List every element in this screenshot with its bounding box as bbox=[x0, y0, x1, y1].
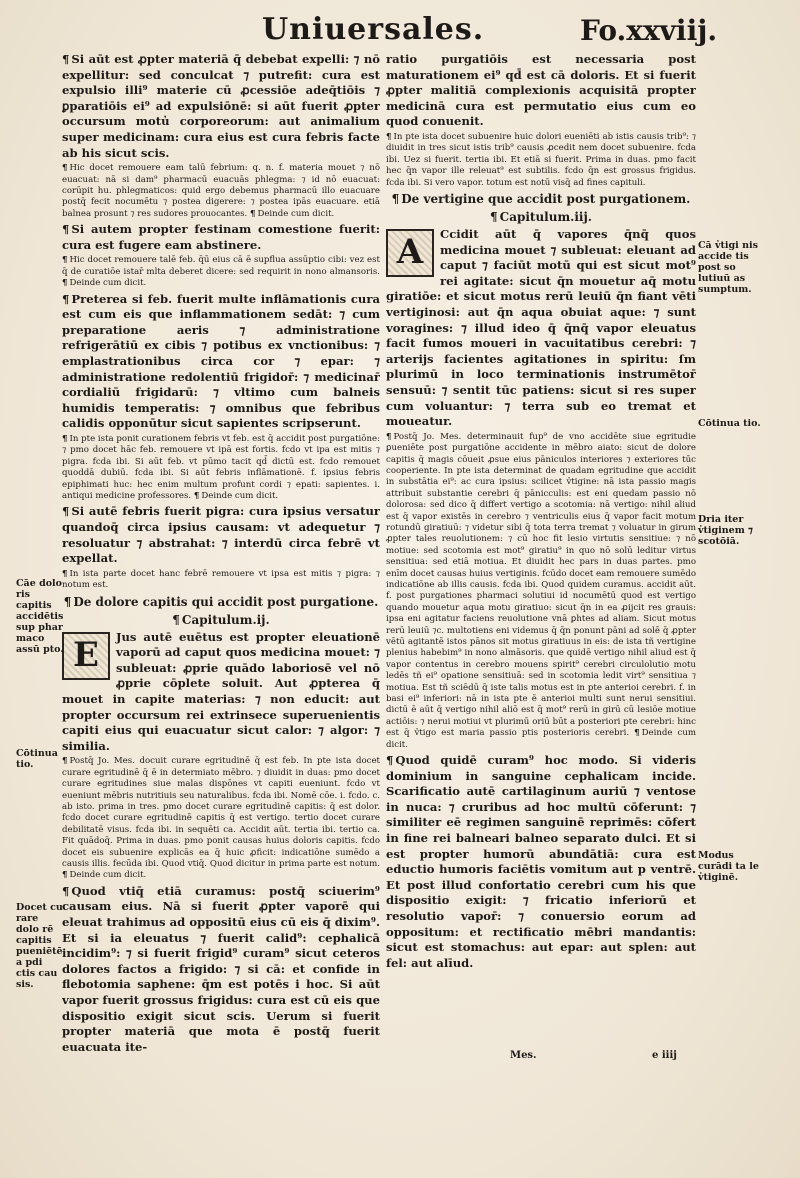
text-paragraph: ¶ Si autem propter festinam comestione fuerit: cura est fugere eam abstinere. bbox=[62, 222, 380, 252]
decorated-initial: A bbox=[386, 229, 434, 277]
margin-note: Cā v̓tigi nis accide tis post so lutiuū as sumptum. bbox=[698, 240, 758, 295]
page-header bbox=[0, 6, 800, 52]
text-paragraph: E Jus autē euētus est propter eleuationē vaporū ad caput quos medicina mouet: ⁊ subleuat: ꝓprie quādo laboriosē vel nō ꝓprie cōplete soluit. Aut ꝓpterea q̄ mouet in capite materias: ⁊ non educit: aut propter occursum rei extrinsece superuenientis capiti eius qui euacuatur sicut calor: ⁊ algor: ⁊ similia. bbox=[62, 629, 380, 753]
section-heading: ¶ De vertigine que accidit post purgationem. bbox=[391, 192, 691, 206]
left-column bbox=[62, 52, 380, 1072]
text-paragraph: ¶ Quod quidē curam⁹ hoc modo. Si videris dominium in sanguine cephalicam incide. Scarificatio autē cartilaginum auriū ⁊ ventose in nuca: ⁊ cruribus ad hoc multū cōferunt: ⁊ similiter eē regimen sanguinē reprimēs: cōfert in fine rei balneari balneo separato dulci. Et si est propter humorū abundātiā: cura est eductio humoris faciētis vomitum aut p ventrē. Et post illud confortatio cerebri cum his que dispositio exigit: ⁊ fricatio inferiorū et resolutio vapor̄: ⁊ conuersio eorum ad oppositum: et rectificatio mēbri mandantis: sicut est stomachus: aut epar: aut splen: aut fel: aut alīud. bbox=[386, 753, 696, 970]
margin-note: Cāe dolo ris capitis accidētis sup phar maco assū pto. bbox=[16, 578, 64, 655]
folio-number: Fo.xxviij. bbox=[580, 14, 718, 47]
margin-note: Dria iter v̓tiginem ⁊ scotōiā. bbox=[698, 514, 753, 547]
commentary-paragraph: ¶ In ista parte docet hanc febrē remouere vt ipsa est mitis ⁊ pigra: ⁊ notum est. bbox=[62, 568, 380, 591]
commentary-paragraph: ¶ Hic docet remouere eam talū febrium: q. n. f. materia mouet ⁊ nō euacuat: nā si dam⁹ pharmacū euacuās phlegma: ⁊ id nō euacuat: corūpit hu. phlegmaticos: quid ergo debemus pharmacū illo euacuare postq̄ fecit nocumētu ⁊ postea digerere: ⁊ postea ipās euacuare. etiā balnea prosunt ⁊ res sudores prouocantes. ¶ Deinde cum dicit. bbox=[62, 163, 380, 219]
margin-note: Docet cu rare dolo rē capitis pueniētē a pdi ctis cau sis. bbox=[16, 902, 63, 990]
text-paragraph: A Ccidit aūt q̄ vapores q̄nq̄ quos medicina mouet ⁊ subleuat: eleuant ad caput ⁊ faciūt motū qui est sicut mot⁹ rei agitate: sicut q̄n mouetur aq̄ motu giratiōe: et sicut motus rerū leuiū q̄n fiant vēti vertiginosi: aut q̄n aqua obuiat aque: ⁊ sunt voragines: ⁊ illud ideo q̄ q̄nq̄ vapor eleuatus facit fumos moueri in vacuitatibus cerebri: ⁊ arterijs facientes agitationes in spiritu: ſm plurimū in loco terminationis instrumētor̄ sensuū: ⁊ sentit tūc patiens: sicut si res super cum voluantur: ⁊ terra sub eo tremat et moueatur. bbox=[386, 227, 696, 429]
commentary-paragraph: ¶ In pte ista docet subuenire huic dolori eueniēti ab istis causis trib⁹: ⁊ diuidit in tres sicut istis trib⁹ causis ꝓcedit nem docet subuenire. fcda ibi. Uez si fuerit. tertia ibi. Et etiā si fuerit. Prima in duas. pmo facit hec q̄n vapor ille releuat⁹ est subtilis. fcdo q̄n est grossus frigidus. fcda ibi. Si vero vapor. totum est notū visq̄ ad fines capituli. bbox=[386, 131, 696, 188]
commentary-paragraph: ¶ Postq̄ Jo. Mes. docuit curare egritudinē q̄ est feb. In pte ista docet curare egritudinē q̄ ē in determiato mēbro. ⁊ diuidit in duas: pmo docet curare egritudines siue malas dispōnes vt capiti eueniunt. fcdo vt eueniunt mēbris nutritiuis seu naturalibus. fcda ibi. Nomē cōe. i. fcdo. c. ab isto. prima in tres. pmo docet curare egritudinē capitis: q̄ est dolor. fcdo docet curare egritudinē capitis q̄ est vertigo. tertio docet curare debilitatē visus. fcda ibi. in sequēti ca. Accidit aūt. tertia ibi. tertio ca. Fit quādoq̄. Prima in duas. pmo ponit causas huius doloris capitis. fcdo docet eis subuenire explicās ea q̄ huic ꝓficit: indicatiōne sumēdo a causis illis. fecūda ibi. Quod vtiq̄. Quod dicitur in prima parte est notum. ¶ Deinde cum dicit. bbox=[62, 756, 380, 881]
text-paragraph: ratio purgatiōis est necessaria post maturationem ei⁹ qd̄ est cā doloris. Et si fuerit ꝓpter malitiā complexionis acquisitā propter medicinā cura est permutatio eius cum eo quod conuenit. bbox=[386, 52, 696, 129]
signature-mark: e iiij bbox=[652, 1050, 677, 1061]
margin-note: Cōtinua tio. bbox=[16, 748, 58, 770]
text-paragraph: ¶ Quod vtiq̄ etiā curamus: postq̄ sciuerim⁹ causam eius. Nā si fuerit ꝓpter vaporē qui eleuat trahimus ad oppositū eius cū eis q̄ dixim⁹. Et si ia eleuatus ⁊ fuerit calid⁹: cephalicā incidim⁹: ⁊ si fuerit frigid⁹ curam⁹ sicut ceteros dolores factos a frigido: ⁊ si cā: et confide in flebotomia saphene: q̄m est potēs i hoc. Si aūt vapor fuerit grossus frigidus: cura est cū eis que dispositio exigit sicut scis. Uerum si fuerit propter materiā que mota ē postq̄ fuerit euacuata ite- bbox=[62, 883, 380, 1054]
commentary-paragraph: ¶ Postq̄ Jo. Mes. determinauit fup⁹ de vno accidēte siue egritudie ꝑueniēte post purgatiōne accidente in mēbro aiato: sicut de dolore capitis q̄ magis cōueit ꝓsue eius pāniculos interiores ⁊ exteriores tūc cooperiente. In pte ista determinat de quadam egritudine que accidit in substātia ei⁹: ac cura ipsius: scilicet v̓tigine: nā ista passio magis attribuit substantie cerebri q̄ pānicculis: est eni quedam passio nō dolorosa: sed dico q̄ differt vertigo a scotomia: nā vertigo: nihil aliud est q̄ vapor existēs in cerebro ⁊ ventriculis eius q̄ vapor facit motum rotundū giratiuū: ⁊ videtur sibi q̄ tota terra tremat ⁊ voluatur in girum ꝓpter tales reuolutionem: ⁊ cū hoc fit lesio virtutis sensitiue: ⁊ nō motiue: sed scotomia est mot⁹ giratiu⁹ in quo nō solū leditur virtus sensitiua: sed etiā motiua. Et diuidit hec pars in duas partes. pmo enīm docet causas huius vertiginis. fcūdo docet eam remouere sumēdo indicatiōne ab illis causis. fcda ibi. Quod quidem curamus. accidit aūt. f. post purgationes pharmaci solutiui id nocumētū quod est vertigo quando mouetur aqua motu giratiuo: sicut q̄n in ea ꝓijcit res grauis: ipsa eni agitatur faciens reuolutione vnā ꝑhtes ad aliam. Sicut motus rerū leuiū ⁊c. multotiens eni videmus q̄ q̄n ponunt pāni ad solē q̄ ꝓpter vētū agitantē istos pānos sit motus giratiuus in eis: de ista tñ vertigine plenius habebim⁹ in nono almāsoris. que quidē vertigo nihil aliud est q̄ vapor contentus in cerebro mouens spirit⁹ cerebri circulolutio motu ledēs tñ ei⁹ opatione sensitiuā: sed in scotomia ledit virt⁹ sensitiua ⁊ motiua. Est tñ sciēdū q̄ iste talis motus est in pte anterioi cerebri. f. in basi ei⁹ inferiori: nā in ista pte ē anterioi multi sunt nerui sensitiui. dictū ē aūt q̄ vertigo nihil aliō est q̄ mot⁹ rerū in girū cū lesiōe motiue actiōis: ⁊ nerui motiui vt plurimū oriū būt a posteriori pte cerebri: hinc est q̄ v̓tigo est maria passio ptis posterioris cerebri. ¶ Deinde cum dicit. bbox=[386, 431, 696, 750]
decorated-initial: E bbox=[62, 632, 110, 680]
text-paragraph: ¶ Preterea si feb. fuerit multe inflāmationis cura est cum eis que inflammationem sedāt: ⁊ cum preparatione aeris ⁊ administratione refrigerātiū ex cibis ⁊ potibus ex vnctionibus: ⁊ emplastrationibus circa cor ⁊ epar: ⁊ administratione redolentiū frigidor̄: ⁊ medicinar̄ cordialiū frigidarū: ⁊ vltimo cum balneis humidis temperatis: ⁊ omnibus que febribus calidis opponūtur sicut sapientes scripserunt. bbox=[62, 291, 380, 431]
section-heading: ¶ De dolore capitis qui accidit post purgatione. bbox=[63, 594, 379, 609]
running-title: Uniuersales. bbox=[262, 12, 485, 47]
margin-note: Modus curādi ta le v̓tiginē. bbox=[698, 850, 759, 883]
right-column bbox=[386, 52, 696, 1042]
margin-note: Cōtinua tio. bbox=[698, 418, 761, 429]
text-paragraph: ¶ Si autē febris fuerit pigra: cura ipsius versatur quandoq̄ circa ipsius causam: vt adequetur ⁊ resoluatur ⁊ abstrahat: ⁊ interdū circa febrē vt expellat. bbox=[62, 504, 380, 566]
commentary-paragraph: ¶ Hic docet remouere talē feb. q̄ū eius cā ē supflua assūptio cibi: vez est q̄ de curatiōe istar̄ mlta deberet dicere: sed requirit in nono almansoris. ¶ Deinde cum dicit. bbox=[62, 255, 380, 289]
commentary-paragraph: ¶ In pte ista ponit curationem febris vt feb. est q̄ accidit post purgatiōne: ⁊ pmo docet hāc feb. remouere vt ipā est fortis. fcdo vt ipa est mitis ⁊ pigra. fcda ibi. Si aūt feb. vt pūmo tacit qd̄ dictū est. fcdo remouet quoddā dubiū. fcda ibi. Si aūt febris inflāmationē. f. ipsius febris epiphimati huc: hec enim multum profunt cordi ⁊ epati: sapientes. i. antiqui medicine professores. ¶ Deinde cum dicit. bbox=[62, 433, 380, 501]
chapter-heading: ¶ Capitulum.ij. bbox=[172, 612, 270, 627]
text-paragraph: ¶ Si aūt est ꝓpter materiā q̄ debebat expelli: ⁊ nō expellitur: sed conculcat ⁊ putrefit: cura est expulsio illi⁹ materie cū ꝓcessiōe adeq̄tiōis ⁊ ꝑparatiōis ei⁹ ad expulsiōnē: si aūt fuerit ꝓpter occursum motu̓ corporeorum: aut animalium super medicinam: cura eius est cura febris facte ab his sicut scis. bbox=[62, 52, 380, 160]
catchword: Mes. bbox=[510, 1050, 537, 1061]
chapter-heading: ¶ Capitulum.iij. bbox=[490, 210, 592, 224]
